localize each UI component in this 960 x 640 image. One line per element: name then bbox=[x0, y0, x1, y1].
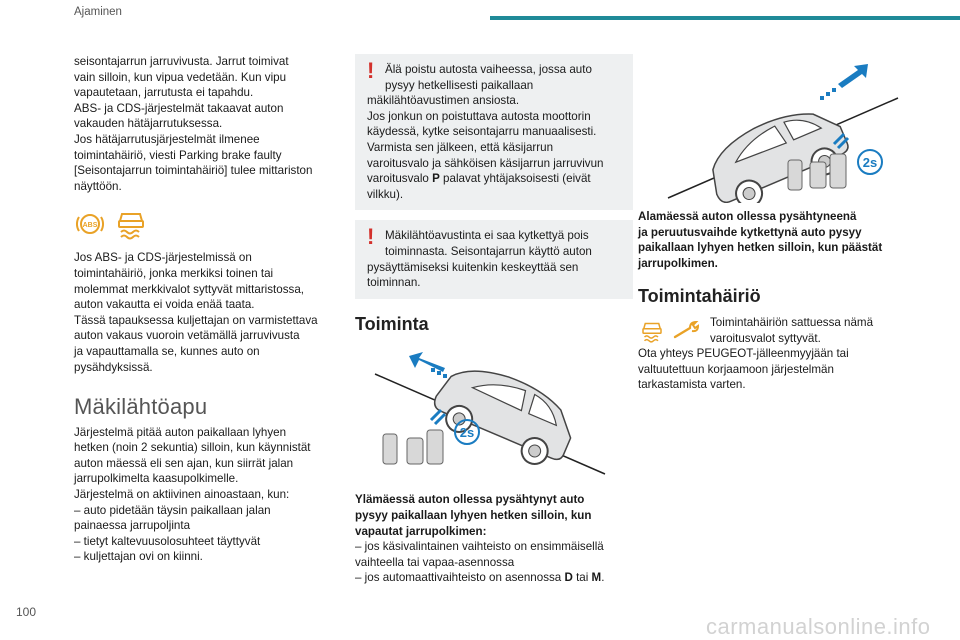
text-line: pysyy hetkellisesti paikallaan bbox=[385, 78, 534, 92]
intro-paragraph bbox=[74, 54, 344, 194]
text-line: vaihteella tai vapaa-asennossa bbox=[355, 555, 515, 569]
abs-fault-paragraph bbox=[74, 250, 344, 375]
text-line: vapautat jarrupolkimen: bbox=[355, 524, 487, 538]
hill-start-paragraph bbox=[74, 425, 344, 565]
text-line: Jos hätäjarrutusjärjestelmät ilmenee bbox=[74, 132, 260, 146]
pedals-icon bbox=[383, 410, 445, 464]
column-left bbox=[74, 54, 344, 565]
text-line: jarrupolkimelta kaasupolkimelle. bbox=[74, 472, 239, 486]
list-item: – jos käsivalintainen vaihteisto on ensimmäisellä bbox=[355, 540, 604, 554]
text-line: mäkilähtöavustimen ansiosta. bbox=[367, 94, 520, 108]
text-line: varoitusvalot syttyvät. bbox=[710, 331, 821, 345]
service-wrench-icon bbox=[672, 319, 702, 343]
column-right bbox=[638, 54, 903, 393]
text-line: auton vakautta ei voida enää taata. bbox=[74, 298, 255, 312]
running-header: Ajaminen bbox=[74, 6, 122, 18]
timer-label: 2s bbox=[862, 155, 878, 170]
malfunction-row bbox=[638, 315, 903, 346]
text-line: toimintahäiriö, viesti Parking brake faulty bbox=[74, 148, 282, 162]
text-line: vapautetaan, jarrutusta ei tapahdu. bbox=[74, 86, 254, 100]
warning-box-cannot-disable bbox=[355, 220, 633, 298]
list-item: – jos automaattivaihteisto on asennossa D tai M. bbox=[355, 571, 605, 585]
text-line: vakauden hätäjarrutuksessa. bbox=[74, 117, 223, 131]
malfunction-text bbox=[710, 315, 873, 346]
text-line: pysäyttämiseksi kuitenkin keskeyttää sen bbox=[367, 260, 579, 274]
text-line: Järjestelmä pitää auton paikallaan lyhyen bbox=[74, 425, 287, 439]
warning-exclamation-icon: ! bbox=[367, 58, 375, 83]
text-line: Tässä tapauksessa kuljettajan on varmistettava bbox=[74, 313, 318, 327]
svg-text:ABS: ABS bbox=[82, 222, 98, 230]
downhill-car-illustration bbox=[638, 58, 903, 203]
list-item: – kuljettajan ovi on kiinni. bbox=[74, 550, 203, 564]
dealer-paragraph bbox=[638, 346, 903, 393]
column-middle bbox=[355, 54, 633, 586]
text-line: ja vapauttamalla se, kunnes auto on bbox=[74, 344, 260, 358]
text-line: Varmista sen jälkeen, että käsijarrun bbox=[367, 140, 554, 154]
header-accent-bar bbox=[490, 16, 960, 20]
malfunction-icons bbox=[638, 315, 702, 343]
text-line: tarkastamista varten. bbox=[638, 378, 746, 392]
text-line: ja peruutusvaihde kytkettynä auto pysyy bbox=[638, 225, 862, 239]
text-line: varoitusvalo P palavat yhtäjaksoisesti (eivät bbox=[367, 172, 591, 186]
text-line: käydessä, kytke seisontajarru manuaalisesti. bbox=[367, 125, 597, 139]
stability-control-icon bbox=[638, 319, 666, 343]
text-line: toimintahäiriö, jonka merkiksi toinen tai bbox=[74, 266, 274, 280]
text-line: Jos jonkun on poistuttava autosta moottorin bbox=[367, 109, 591, 123]
text-line: valtuutettuun korjaamoon järjestelmän bbox=[638, 362, 834, 376]
text-line: molemmat merkkivalot syttyvät mittaristossa, bbox=[74, 282, 304, 296]
text-line: ABS- ja CDS-järjestelmät takaavat auton bbox=[74, 101, 284, 115]
uphill-car-illustration bbox=[355, 338, 625, 486]
section-title-malfunction: Toimintahäiriö bbox=[638, 286, 761, 307]
text-line: vilkku). bbox=[367, 187, 404, 201]
stability-control-icon bbox=[114, 208, 148, 240]
list-item: – auto pidetään täysin paikallaan jalan bbox=[74, 503, 271, 517]
text-line: Jos ABS- ja CDS-järjestelmissä on bbox=[74, 251, 252, 265]
warning-exclamation-icon: ! bbox=[367, 224, 375, 250]
text-line: [Seisontajarrun toimintahäiriö] tulee mittariston bbox=[74, 164, 313, 178]
text-line: vain silloin, kun vipua vedetään. Kun vipu bbox=[74, 70, 287, 84]
text-line: jarrupolkimen. bbox=[638, 256, 718, 270]
text-line: seisontajarrun jarruvivusta. Jarrut toimivat bbox=[74, 55, 289, 68]
text-line: paikallaan lyhyen hetken silloin, kun päästät bbox=[638, 241, 883, 255]
watermark: carmanualsonline.info bbox=[706, 614, 931, 639]
timer-label: 2s bbox=[459, 425, 475, 441]
text-line: näyttöön. bbox=[74, 179, 122, 193]
text-line: painaessa jarrupoljinta bbox=[74, 519, 191, 533]
warning-icons-row bbox=[74, 208, 344, 240]
backward-arrow-icon bbox=[409, 352, 447, 378]
forward-arrow-icon bbox=[820, 64, 868, 100]
text-line: pysähdyksissä. bbox=[74, 360, 153, 374]
text-line: auton mäessä eli sen ajan, kun siirrät jalan bbox=[74, 456, 294, 470]
text-line: Järjestelmä on aktiivinen ainoastaan, kun: bbox=[74, 488, 290, 502]
text-line: auton vakaus vuoroin vetämällä jarruvivusta bbox=[74, 329, 300, 343]
warning-box-leave-vehicle bbox=[355, 54, 633, 210]
text-line: Mäkilähtöavustinta ei saa kytkettyä pois bbox=[385, 229, 589, 243]
text-line: hetken (noin 2 sekuntia) silloin, kun käynnistät bbox=[74, 441, 311, 455]
text-line: Toimintahäiriön sattuessa nämä bbox=[710, 315, 874, 329]
abs-warning-icon bbox=[74, 208, 106, 240]
text-line: pysyy paikallaan lyhyen hetken silloin, kun bbox=[355, 508, 592, 522]
text-line: toiminnan. bbox=[367, 276, 421, 290]
text-line: varoitusvalo ja sähköisen käsijarrun jarruvivun bbox=[367, 156, 604, 170]
section-title-operation: Toiminta bbox=[355, 313, 429, 334]
text-line: Ylämäessä auton ollessa pysähtynyt auto bbox=[355, 493, 585, 507]
uphill-caption bbox=[355, 492, 633, 586]
section-title-hill-start: Mäkilähtöapu bbox=[74, 394, 208, 420]
text-line: toiminnasta. Seisontajarrun käyttö auton bbox=[385, 244, 592, 258]
page-number: 100 bbox=[16, 605, 37, 619]
text-line: Ota yhteys PEUGEOT-jälleenmyyjään tai bbox=[638, 347, 849, 361]
text-line: Alamäessä auton ollessa pysähtyneenä bbox=[638, 210, 857, 223]
list-item: – tietyt kaltevuusolosuhteet täyttyvät bbox=[74, 534, 261, 548]
text-line: Älä poistu autosta vaiheessa, jossa auto bbox=[385, 63, 592, 76]
downhill-caption bbox=[638, 209, 903, 271]
